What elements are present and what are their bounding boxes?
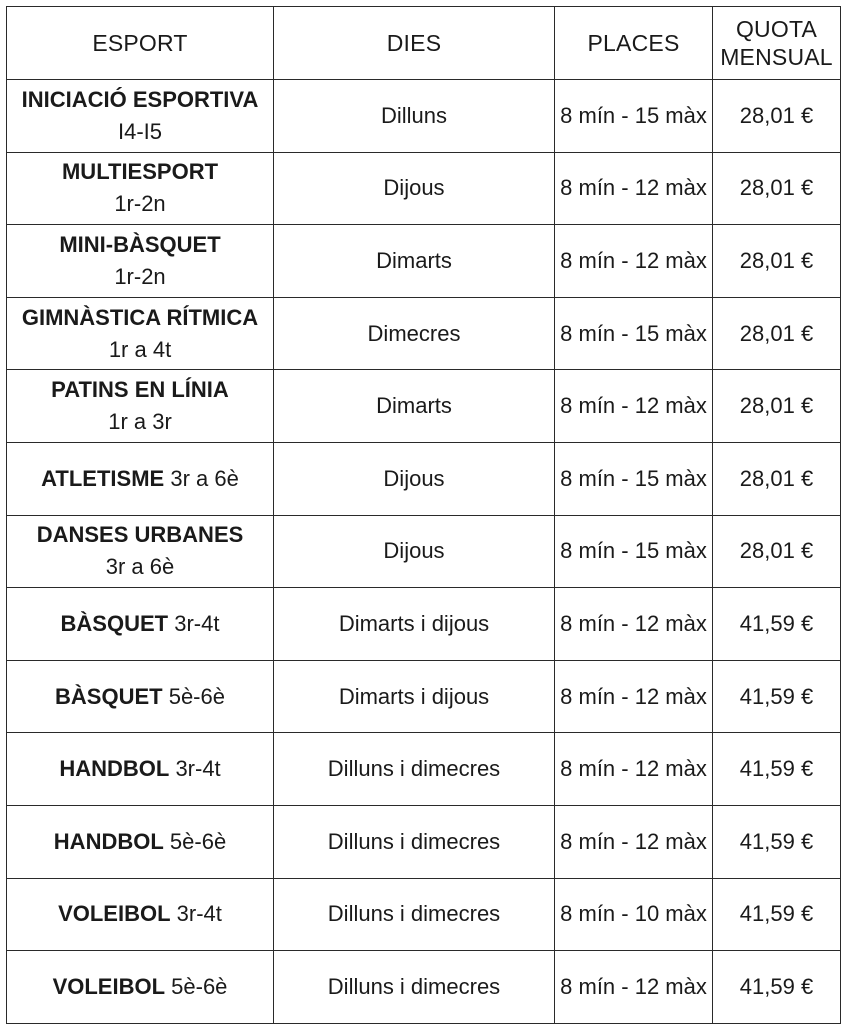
days-cell: Dilluns i dimecres [274, 951, 555, 1024]
table-row [7, 733, 841, 806]
header-fee-line-2: MENSUAL [720, 44, 833, 70]
sport-level: 1r-2n [114, 263, 166, 289]
sport-cell [7, 588, 274, 661]
places-cell: 8 mín - 12 màx [555, 805, 713, 878]
monthly-fee-cell: 28,01 € [713, 370, 841, 443]
sport-name: ATLETISME [41, 465, 165, 491]
sport-cell [7, 80, 274, 153]
places-cell: 8 mín - 15 màx [555, 297, 713, 370]
sport-name: VOLEIBOL [58, 901, 171, 927]
header-fee-line-1: QUOTA [735, 16, 818, 42]
sport-level: 3r-4t [175, 756, 221, 782]
days-cell: Dimarts [274, 370, 555, 443]
monthly-fee-cell: 28,01 € [713, 225, 841, 298]
sport-name: PATINS EN LÍNIA [51, 377, 229, 403]
table-row [7, 588, 841, 661]
table-header [7, 7, 841, 80]
sport-cell [7, 878, 274, 951]
sports-schedule-table [6, 6, 841, 1024]
sport-name: GIMNÀSTICA RÍTMICA [21, 304, 259, 330]
sport-level: 3r-4t [176, 901, 222, 927]
table-row [7, 225, 841, 298]
header-days: DIES [274, 7, 555, 80]
places-cell: 8 mín - 12 màx [555, 225, 713, 298]
monthly-fee-cell: 28,01 € [713, 442, 841, 515]
table-row [7, 80, 841, 153]
places-cell: 8 mín - 10 màx [555, 878, 713, 951]
monthly-fee-cell: 28,01 € [713, 80, 841, 153]
table-row [7, 515, 841, 588]
header-monthly-fee [713, 7, 841, 80]
table-row [7, 878, 841, 951]
places-cell: 8 mín - 12 màx [555, 588, 713, 661]
sport-name: MULTIESPORT [61, 159, 219, 185]
sport-level: 3r-4t [174, 610, 220, 636]
sport-level: 5è-6è [169, 828, 227, 854]
sport-cell [7, 805, 274, 878]
table-row [7, 660, 841, 733]
sport-level: 5è-6è [171, 973, 228, 999]
sport-name: MINI-BÀSQUET [59, 231, 221, 257]
places-cell: 8 mín - 15 màx [555, 442, 713, 515]
table-body [7, 80, 841, 1024]
header-sport: ESPORT [7, 7, 274, 80]
sport-cell [7, 152, 274, 225]
sport-cell [7, 297, 274, 370]
days-cell: Dijous [274, 442, 555, 515]
sport-level: 1r a 4t [108, 336, 172, 362]
sport-level: 3r a 6è [170, 465, 239, 491]
monthly-fee-cell: 41,59 € [713, 878, 841, 951]
days-cell: Dimarts [274, 225, 555, 298]
monthly-fee-cell: 28,01 € [713, 297, 841, 370]
sport-cell [7, 660, 274, 733]
table-row [7, 951, 841, 1024]
places-cell: 8 mín - 12 màx [555, 370, 713, 443]
table-row [7, 442, 841, 515]
places-cell: 8 mín - 15 màx [555, 515, 713, 588]
days-cell: Dilluns i dimecres [274, 805, 555, 878]
monthly-fee-cell: 41,59 € [713, 951, 841, 1024]
sport-level: 3r a 6è [105, 554, 175, 580]
monthly-fee-cell: 41,59 € [713, 660, 841, 733]
table-row [7, 297, 841, 370]
monthly-fee-cell: 41,59 € [713, 733, 841, 806]
table-row [7, 152, 841, 225]
days-cell: Dimecres [274, 297, 555, 370]
sport-cell [7, 951, 274, 1024]
sport-level: I4-I5 [117, 118, 163, 144]
places-cell: 8 mín - 12 màx [555, 951, 713, 1024]
sport-name: HANDBOL [53, 828, 164, 854]
monthly-fee-cell: 28,01 € [713, 152, 841, 225]
sport-name: BÀSQUET [60, 610, 169, 636]
sport-name: INICIACIÓ ESPORTIVA [21, 86, 259, 112]
sport-cell [7, 515, 274, 588]
monthly-fee-cell: 28,01 € [713, 515, 841, 588]
days-cell: Dijous [274, 152, 555, 225]
sport-level: 1r a 3r [108, 409, 172, 435]
days-cell: Dilluns i dimecres [274, 878, 555, 951]
sport-level: 1r-2n [114, 191, 166, 217]
sport-name: HANDBOL [59, 756, 170, 782]
days-cell: Dimarts i dijous [274, 588, 555, 661]
header-places: PLACES [555, 7, 713, 80]
sport-name: BÀSQUET [55, 683, 163, 709]
places-cell: 8 mín - 15 màx [555, 80, 713, 153]
days-cell: Dijous [274, 515, 555, 588]
days-cell: Dilluns i dimecres [274, 733, 555, 806]
sport-level: 5è-6è [168, 683, 225, 709]
days-cell: Dilluns [274, 80, 555, 153]
days-cell: Dimarts i dijous [274, 660, 555, 733]
places-cell: 8 mín - 12 màx [555, 660, 713, 733]
sport-name: DANSES URBANES [36, 522, 244, 548]
table-row [7, 370, 841, 443]
sport-cell [7, 370, 274, 443]
places-cell: 8 mín - 12 màx [555, 733, 713, 806]
table-row [7, 805, 841, 878]
monthly-fee-cell: 41,59 € [713, 588, 841, 661]
sport-cell [7, 225, 274, 298]
places-cell: 8 mín - 12 màx [555, 152, 713, 225]
monthly-fee-cell: 41,59 € [713, 805, 841, 878]
header-row [7, 7, 841, 80]
sport-cell [7, 733, 274, 806]
sport-name: VOLEIBOL [52, 973, 166, 999]
sport-cell [7, 442, 274, 515]
